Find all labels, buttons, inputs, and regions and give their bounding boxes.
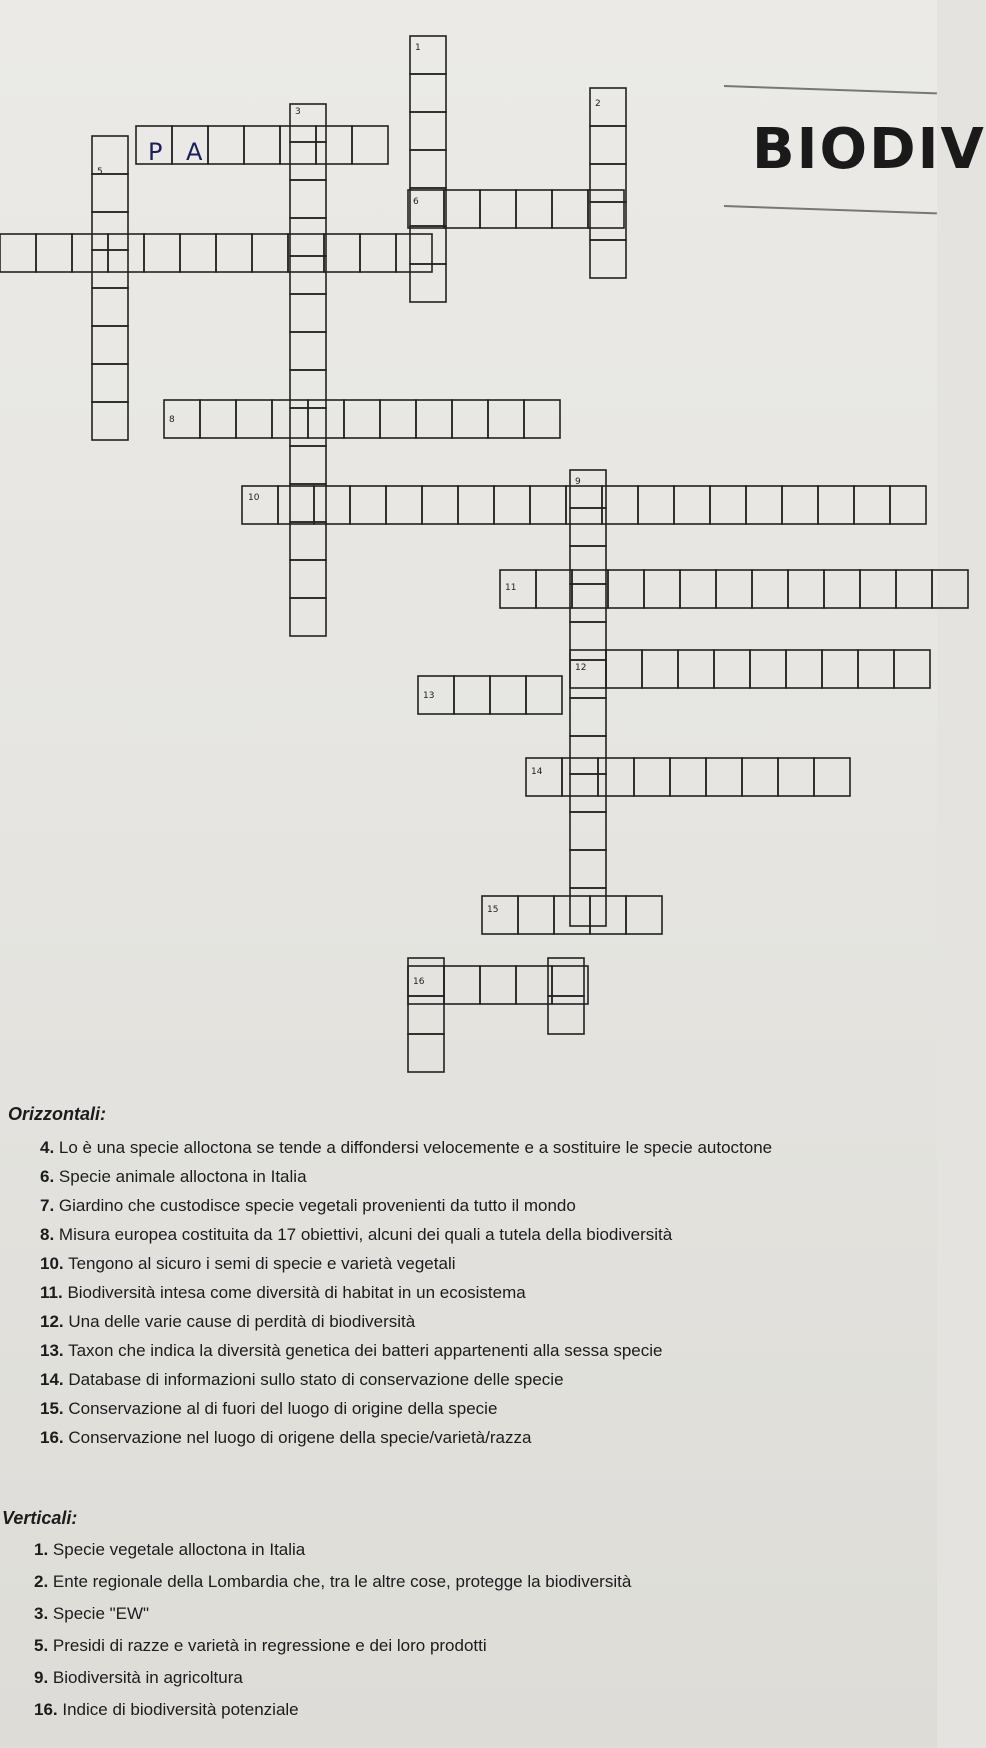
across-11-cell-12[interactable] [896, 570, 932, 608]
across-16-cell-5[interactable] [552, 966, 588, 1004]
across-11-cell-11[interactable] [860, 570, 896, 608]
down-1-cell-7[interactable] [410, 264, 446, 302]
across-8-cell-3[interactable] [236, 400, 272, 438]
across-8-cell-7[interactable] [380, 400, 416, 438]
down-3-cell-3[interactable] [290, 180, 326, 218]
clue-down-16: 16. Indice di biodiversità potenziale [34, 1700, 299, 1719]
down-16b-cell-1[interactable] [548, 958, 584, 996]
across-14-cell-1[interactable] [526, 758, 562, 796]
across-12-cell-6[interactable] [750, 650, 786, 688]
across-10-cell-14[interactable] [710, 486, 746, 524]
down-9-cell-3[interactable] [570, 546, 606, 584]
clue-down-2: 2. Ente regionale della Lombardia che, tra le altre cose, protegge la biodiversità [34, 1572, 632, 1591]
down-16b-cell-2[interactable] [548, 996, 584, 1034]
down-5-cell-4[interactable] [92, 250, 128, 288]
clue-across-6: 6. Specie animale alloctona in Italia [40, 1167, 307, 1186]
across-10-cell-10[interactable] [566, 486, 602, 524]
across-11-cell-8[interactable] [752, 570, 788, 608]
across-10-cell-16[interactable] [782, 486, 818, 524]
across-6-cell-6[interactable] [588, 190, 624, 228]
clue-number-1: 1 [415, 43, 421, 53]
across-13-cell-2[interactable] [454, 676, 490, 714]
title-bottom-rule [724, 205, 937, 214]
down-1-cell-2[interactable] [410, 74, 446, 112]
across-15-cell-4[interactable] [590, 896, 626, 934]
across-14-cell-2[interactable] [562, 758, 598, 796]
across-4-cell-7[interactable] [352, 126, 388, 164]
across-4-cell-3[interactable] [208, 126, 244, 164]
across-8-cell-10[interactable] [488, 400, 524, 438]
down-5-cell-5[interactable] [92, 288, 128, 326]
down-9-cell-11[interactable] [570, 850, 606, 888]
across-10-cell-19[interactable] [890, 486, 926, 524]
clue-number-6: 6 [413, 197, 419, 207]
across-10-cell-8[interactable] [494, 486, 530, 524]
across-7-cell-2[interactable] [36, 234, 72, 272]
across-7-cell-9[interactable] [288, 234, 324, 272]
across-8-cell-11[interactable] [524, 400, 560, 438]
down-heading: Verticali: [2, 1508, 78, 1528]
across-15-cell-5[interactable] [626, 896, 662, 934]
across-13-cell-3[interactable] [490, 676, 526, 714]
across-8-cell-9[interactable] [452, 400, 488, 438]
clue-number-3: 3 [295, 107, 301, 117]
across-7-cell-12[interactable] [396, 234, 432, 272]
across-10-cell-12[interactable] [638, 486, 674, 524]
clue-across-7: 7. Giardino che custodisce specie vegetali provenienti da tutto il mondo [40, 1196, 576, 1215]
across-15-cell-3[interactable] [554, 896, 590, 934]
across-7-cell-1[interactable] [0, 234, 36, 272]
across-10-cell-2[interactable] [278, 486, 314, 524]
across-14-cell-4[interactable] [634, 758, 670, 796]
across-7-cell-7[interactable] [216, 234, 252, 272]
across-14-cell-6[interactable] [706, 758, 742, 796]
across-7-cell-6[interactable] [180, 234, 216, 272]
down-3-cell-5[interactable] [290, 256, 326, 294]
down-3-cell-2[interactable] [290, 142, 326, 180]
clue-down-9: 9. Biodiversità in agricoltura [34, 1668, 243, 1687]
across-12-cell-4[interactable] [678, 650, 714, 688]
down-16-cell-2[interactable] [408, 996, 444, 1034]
across-6-cell-5[interactable] [552, 190, 588, 228]
clue-across-4: 4. Lo è una specie alloctona se tende a diffondersi velocemente e a sostituire le specie autoctone [40, 1138, 773, 1157]
across-16-cell-3[interactable] [480, 966, 516, 1004]
down-1-cell-4[interactable] [410, 150, 446, 188]
across-14-cell-3[interactable] [598, 758, 634, 796]
clue-number-14: 14 [531, 767, 543, 777]
clue-number-10: 10 [248, 493, 260, 503]
down-3-cell-6[interactable] [290, 294, 326, 332]
across-11-cell-7[interactable] [716, 570, 752, 608]
clue-number-5: 5 [97, 167, 103, 177]
across-10-cell-6[interactable] [422, 486, 458, 524]
down-2-cell-3[interactable] [590, 164, 626, 202]
clue-number-16: 16 [413, 977, 425, 987]
across-10-cell-5[interactable] [386, 486, 422, 524]
across-12-cell-8[interactable] [822, 650, 858, 688]
clue-number-11: 11 [505, 583, 517, 593]
down-9-cell-2[interactable] [570, 508, 606, 546]
across-heading: Orizzontali: [8, 1104, 106, 1124]
across-7-cell-10[interactable] [324, 234, 360, 272]
clue-across-12: 12. Una delle varie cause di perdità di biodiversità [40, 1312, 416, 1331]
across-14-cell-7[interactable] [742, 758, 778, 796]
across-6-cell-3[interactable] [480, 190, 516, 228]
across-7-cell-8[interactable] [252, 234, 288, 272]
clue-down-5: 5. Presidi di razze e varietà in regressione e dei loro prodotti [34, 1636, 487, 1655]
across-10-cell-1[interactable] [242, 486, 278, 524]
clue-across-10: 10. Tengono al sicuro i semi di specie e varietà vegetali [40, 1254, 456, 1273]
down-3-cell-12[interactable] [290, 522, 326, 560]
clue-number-13: 13 [423, 691, 435, 701]
down-5-cell-8[interactable] [92, 402, 128, 440]
across-7-cell-11[interactable] [360, 234, 396, 272]
across-10-cell-15[interactable] [746, 486, 782, 524]
clue-across-16: 16. Conservazione nel luogo di origene della specie/varietà/razza [40, 1428, 532, 1447]
across-12-cell-5[interactable] [714, 650, 750, 688]
across-7-cell-3[interactable] [72, 234, 108, 272]
title-box [724, 85, 986, 218]
across-4-cell-5[interactable] [280, 126, 316, 164]
down-1-cell-5[interactable] [410, 188, 446, 226]
across-11-cell-4[interactable] [608, 570, 644, 608]
handwritten-letter: P [148, 138, 163, 166]
across-15-cell-1[interactable] [482, 896, 518, 934]
handwritten-letter: A [186, 138, 203, 166]
across-12-cell-10[interactable] [894, 650, 930, 688]
across-7-cell-4[interactable] [108, 234, 144, 272]
across-10-cell-4[interactable] [350, 486, 386, 524]
clue-across-15: 15. Conservazione al di fuori del luogo di origine della specie [40, 1399, 498, 1418]
across-7-cell-5[interactable] [144, 234, 180, 272]
down-3-cell-11[interactable] [290, 484, 326, 522]
across-10-cell-17[interactable] [818, 486, 854, 524]
across-14-cell-9[interactable] [814, 758, 850, 796]
across-6-cell-2[interactable] [444, 190, 480, 228]
across-8-cell-8[interactable] [416, 400, 452, 438]
down-1-cell-3[interactable] [410, 112, 446, 150]
down-1-cell-6[interactable] [410, 226, 446, 264]
down-9-cell-1[interactable] [570, 470, 606, 508]
across-11-cell-3[interactable] [572, 570, 608, 608]
across-10-cell-11[interactable] [602, 486, 638, 524]
down-9-cell-8[interactable] [570, 736, 606, 774]
across-14-cell-8[interactable] [778, 758, 814, 796]
clue-number-9: 9 [575, 477, 581, 487]
across-10-cell-9[interactable] [530, 486, 566, 524]
across-8-cell-6[interactable] [344, 400, 380, 438]
across-6-cell-1[interactable] [408, 190, 444, 228]
down-3-cell-13[interactable] [290, 560, 326, 598]
clue-across-11: 11. Biodiversità intesa come diversità di habitat in un ecosistema [40, 1283, 526, 1302]
across-10-cell-18[interactable] [854, 486, 890, 524]
down-5-cell-7[interactable] [92, 364, 128, 402]
across-12-cell-7[interactable] [786, 650, 822, 688]
across-12-cell-3[interactable] [642, 650, 678, 688]
down-9-cell-4[interactable] [570, 584, 606, 622]
across-12-cell-2[interactable] [606, 650, 642, 688]
down-5-cell-3[interactable] [92, 212, 128, 250]
across-11-cell-2[interactable] [536, 570, 572, 608]
across-10-cell-7[interactable] [458, 486, 494, 524]
down-5-cell-6[interactable] [92, 326, 128, 364]
down-2-cell-4[interactable] [590, 202, 626, 240]
down-1-cell-1[interactable] [410, 36, 446, 74]
down-2-cell-5[interactable] [590, 240, 626, 278]
across-13-cell-4[interactable] [526, 676, 562, 714]
across-10-cell-3[interactable] [314, 486, 350, 524]
across-12-cell-9[interactable] [858, 650, 894, 688]
down-16-cell-3[interactable] [408, 1034, 444, 1072]
across-15-cell-2[interactable] [518, 896, 554, 934]
down-2-cell-2[interactable] [590, 126, 626, 164]
across-14-cell-5[interactable] [670, 758, 706, 796]
across-11-cell-10[interactable] [824, 570, 860, 608]
across-11-cell-9[interactable] [788, 570, 824, 608]
clue-number-2: 2 [595, 99, 601, 109]
across-16-cell-4[interactable] [516, 966, 552, 1004]
across-8-cell-2[interactable] [200, 400, 236, 438]
down-3-cell-10[interactable] [290, 446, 326, 484]
across-16-cell-2[interactable] [444, 966, 480, 1004]
down-9-cell-9[interactable] [570, 774, 606, 812]
clue-across-13: 13. Taxon che indica la diversità genetica dei batteri appartenenti alla sessa specie [40, 1341, 663, 1360]
across-11-cell-6[interactable] [680, 570, 716, 608]
clue-number-15: 15 [487, 905, 499, 915]
clue-across-8: 8. Misura europea costituita da 17 obiettivi, alcuni dei quali a tutela della biodiversità [40, 1225, 673, 1244]
down-9-cell-12[interactable] [570, 888, 606, 926]
down-5-cell-2[interactable] [92, 174, 128, 212]
clue-down-3: 3. Specie "EW" [34, 1604, 150, 1623]
across-4-cell-6[interactable] [316, 126, 352, 164]
across-6-cell-4[interactable] [516, 190, 552, 228]
title-top-rule [724, 85, 937, 94]
page-title: BIODIV [752, 117, 986, 182]
down-9-cell-5[interactable] [570, 622, 606, 660]
down-9-cell-7[interactable] [570, 698, 606, 736]
clue-number-12: 12 [575, 663, 587, 673]
down-9-cell-10[interactable] [570, 812, 606, 850]
across-11-cell-13[interactable] [932, 570, 968, 608]
down-3-cell-7[interactable] [290, 332, 326, 370]
across-10-cell-13[interactable] [674, 486, 710, 524]
clue-across-14: 14. Database di informazioni sullo stato di conservazione delle specie [40, 1370, 564, 1389]
clue-number-8: 8 [169, 415, 175, 425]
across-11-cell-5[interactable] [644, 570, 680, 608]
clue-down-1: 1. Specie vegetale alloctona in Italia [34, 1540, 306, 1559]
down-3-cell-14[interactable] [290, 598, 326, 636]
down-3-cell-4[interactable] [290, 218, 326, 256]
across-4-cell-4[interactable] [244, 126, 280, 164]
